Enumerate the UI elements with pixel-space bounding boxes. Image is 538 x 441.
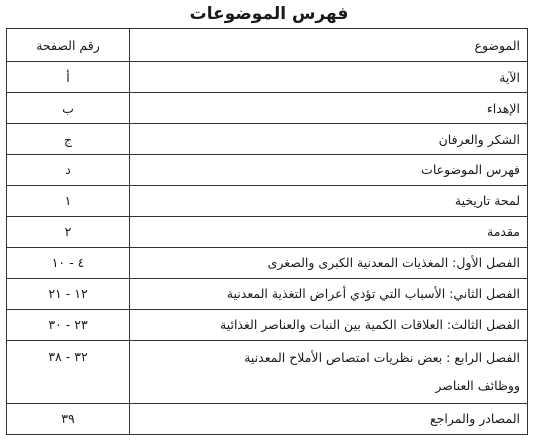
- page-cell: ١٢ - ٢١: [7, 278, 130, 309]
- topic-cell: الآية: [130, 62, 528, 93]
- table-header-row: [7, 29, 528, 62]
- topic-cell: فهرس الموضوعات: [130, 155, 528, 186]
- page-cell: ٢٣ - ٣٠: [7, 309, 130, 340]
- table-row: [7, 216, 528, 247]
- page-cell: ٤ - ١٠: [7, 247, 130, 278]
- topic-cell: مقدمة: [130, 216, 528, 247]
- topic-cell: الفصل الأول: المغذيات المعدنية الكبرى والصغرى: [130, 247, 528, 278]
- topic-cell: الإهداء: [130, 93, 528, 124]
- topic-cell: [130, 340, 528, 403]
- table-row: [7, 124, 528, 155]
- table-row: [7, 62, 528, 93]
- topic-cell: الفصل الثالث: العلاقات الكمية بين النبات والعناصر الغذائية: [130, 309, 528, 340]
- page-title: فهرس الموضوعات: [189, 4, 349, 24]
- toc-table: [6, 28, 528, 435]
- topic-cell: الفصل الثاني: الأسباب التي تؤدي أعراض التغذية المعدنية: [130, 278, 528, 309]
- topic-cell: الشكر والعرفان: [130, 124, 528, 155]
- topic-line: الفصل الرابع : بعض نظريات امتصاص الأملاح المعدنية: [244, 349, 520, 365]
- table-row: [7, 93, 528, 124]
- page-cell: ب: [7, 93, 130, 124]
- page-cell: أ: [7, 62, 130, 93]
- topic-line-continuation: ووظائف العناصر: [435, 377, 520, 393]
- page-cell: ج: [7, 124, 130, 155]
- page-cell: د: [7, 155, 130, 186]
- page-cell: ٣٢ - ٣٨: [7, 340, 130, 403]
- topic-column-header: الموضوع: [130, 29, 528, 62]
- page-column-header: رقم الصفحة: [7, 29, 130, 62]
- page-cell: ٢: [7, 216, 130, 247]
- page-cell: ١: [7, 185, 130, 216]
- table-row: [7, 403, 528, 434]
- topic-cell: المصادر والمراجع: [130, 403, 528, 434]
- table-row: [7, 155, 528, 186]
- table-row: [7, 185, 528, 216]
- table-row: [7, 278, 528, 309]
- topic-cell: لمحة تاريخية: [130, 185, 528, 216]
- page-cell: ٣٩: [7, 403, 130, 434]
- table-row: [7, 340, 528, 403]
- table-row: [7, 309, 528, 340]
- table-row: [7, 247, 528, 278]
